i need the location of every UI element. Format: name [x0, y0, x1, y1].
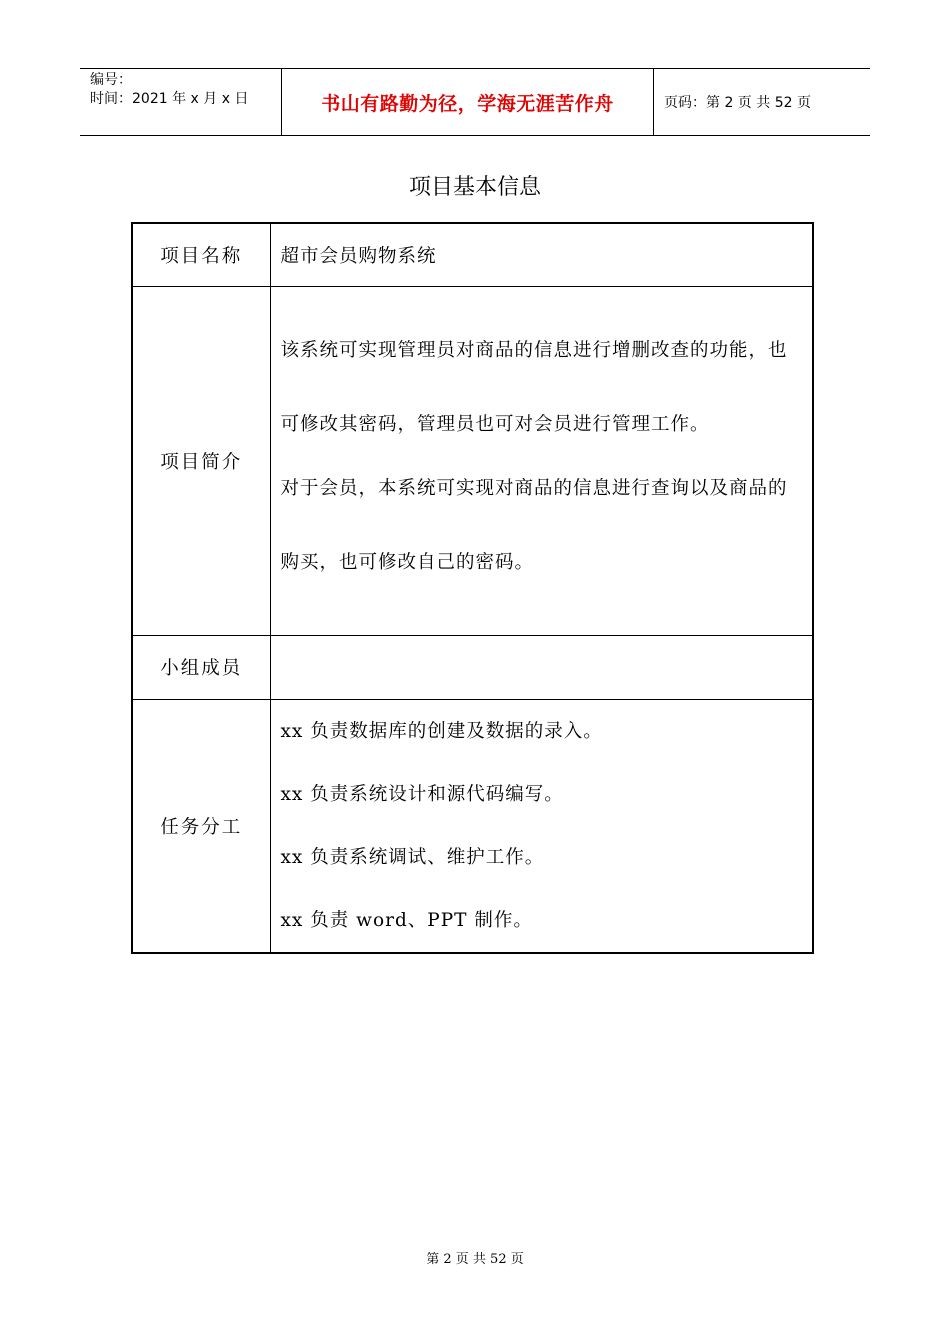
- project-intro-value: [270, 286, 813, 635]
- table-row-project-name: [132, 223, 813, 286]
- header-page-info: 页码：第 2 页 共 52 页: [664, 95, 811, 111]
- task-line: xx 负责 word、PPT 制作。: [280, 909, 533, 931]
- document-title: 项目基本信息: [408, 175, 541, 200]
- task-line: xx 负责系统设计和源代码编写。: [280, 783, 564, 805]
- header-meta: [80, 69, 282, 135]
- table-row-project-intro: [132, 286, 813, 635]
- team-members-label: 小组成员: [132, 635, 270, 699]
- project-name-value: 超市会员购物系统: [270, 223, 813, 286]
- document-time: 时间：2021 年 x 月 x 日: [90, 91, 249, 107]
- project-intro-label: 项目简介: [132, 286, 270, 635]
- team-members-value: [270, 635, 813, 699]
- project-name-label: 项目名称: [132, 223, 270, 286]
- task-assignment-label: 任务分工: [132, 699, 270, 953]
- project-intro-paragraph: 对于会员，本系统可实现对商品的信息进行查询以及商品的购买，也可修改自己的密码。: [280, 477, 788, 573]
- project-info-table: [131, 222, 814, 954]
- table-row-task-assignment: [132, 699, 813, 953]
- document-number-label: 编号：: [90, 72, 132, 88]
- task-assignment-value: [270, 699, 813, 953]
- table-row-team-members: [132, 635, 813, 699]
- page-header: [80, 68, 870, 136]
- header-motto: 书山有路勤为径，学海无涯苦作舟: [282, 69, 654, 135]
- page-footer: 第 2 页 共 52 页: [426, 1252, 524, 1267]
- task-line: xx 负责系统调试、维护工作。: [280, 846, 545, 868]
- project-intro-paragraph: 该系统可实现管理员对商品的信息进行增删改查的功能，也可修改其密码，管理员也可对会员进行管理工作。: [280, 339, 788, 435]
- task-line: xx 负责数据库的创建及数据的录入。: [280, 720, 603, 742]
